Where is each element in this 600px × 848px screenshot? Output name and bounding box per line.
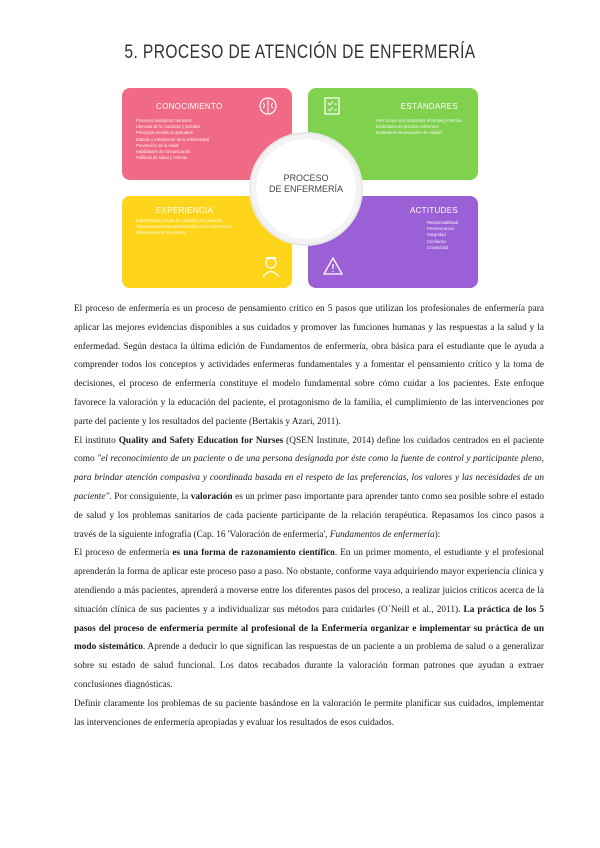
center-circle	[251, 134, 361, 244]
text-run-bold: Quality and Safety Education for Nurses	[118, 435, 284, 446]
text-run-italic: Fundamentos de enfermería	[329, 529, 435, 540]
actitudes-heading: ACTITUDES	[409, 206, 458, 215]
list-item: Estándares de práctica enfermera	[375, 124, 439, 130]
list-item: Creatividad	[427, 244, 449, 250]
list-item: Prevención de la salud	[136, 142, 179, 148]
list-item: Responsabilidad	[427, 220, 458, 225]
list-item: Principios científicos aplicados	[136, 130, 193, 136]
list-item: Ciencias de la conducta y sociales	[136, 124, 201, 130]
list-item: Estándares intelectuales de calidad	[375, 130, 442, 136]
text-run: El proceso de enfermería es un proceso de pensamiento crítico en 5 pasos que utilizan los profesionales de enfermería para aplicar las mejores evidencias disponibles a sus cuidados y promover las funciones humanas y las respuestas a la salud y la enfermedad. Según destaca la última edición de Fundamentos de enfermería, obra básica para el estudiante que le ayuda a comprender todos los conceptos y actividades enfermeras fundamentales y a fomentar el pensamiento crítico y la toma de decisiones, el proceso de enfermería constituye el modelo fundamental sobre cómo cuidar a los pacientes. Este enfoque favorece la valoración y la educación del paciente, el protagonismo de la familia, el cumplimiento de las intervenciones por parte del paciente y los resultados del paciente (Bertakis y Azari, 2011).	[74, 304, 544, 427]
text-run: . Aprende a deducir lo que significan las respuestas de un paciente a un problema de salud o a generalizar sobre su estado de salud funcional. Los datos recabados durante la valoración forman patrones que ayudan a extraer conclusiones diagnósticas.	[74, 642, 544, 690]
paragraph-razonamiento	[74, 544, 544, 694]
list-item: ANA Scope and Standards of Nursing Practice	[375, 118, 462, 123]
conocimiento-heading: CONOCIMIENTO	[156, 102, 223, 111]
paragraph-qsen	[74, 432, 544, 545]
list-item: Situaciones previas relacionadas con la enfermería	[136, 224, 231, 230]
text-run: . En un primer momento, el estudiante y el profesional aprenderán la forma de aplicar este proceso paso a paso. No obstante, conforme vaya adquiriendo mayor experiencia clínica y atendiendo a más pacientes, aprenderá a moverse entre los diferentes pasos del proceso, a realizar juicios críticos acerca de la situación clínica de sus pacientes y a individualizar sus métodos para cuidarles (O´Neill et al., 2011).	[74, 548, 545, 615]
text-run: El instituto	[74, 435, 119, 446]
list-item: Estudio y tratamiento de la enfermedad	[136, 136, 210, 142]
paragraph-intro	[74, 300, 544, 432]
center-label	[256, 173, 356, 195]
center-label-line: PROCESO	[283, 173, 329, 183]
text-run-bold: valoración	[190, 491, 233, 502]
paragraph-definir	[74, 695, 544, 733]
list-item: Integridad	[427, 232, 446, 238]
conocimiento-list	[136, 118, 209, 161]
list-item: Procesos biológicos humanos	[136, 118, 192, 123]
nursing-process-infographic	[122, 88, 478, 288]
estandares-list	[376, 118, 462, 137]
text-run: (QSEN Institute, 2014) define los cuidados centrados en el paciente como	[74, 435, 544, 465]
list-item: Políticas de salud y normas	[136, 155, 188, 161]
experiencia-heading: EXPERIENCIA	[156, 206, 214, 215]
list-item: Habilidades de comunicación	[136, 149, 191, 155]
list-item: Observación de los demás	[136, 230, 186, 236]
warning-icon	[322, 256, 344, 276]
text-run: es un primer paso importante para aprender tanto como sea posible sobre el estado de salud y los problemas sanitarios de cada paciente participante de la relación terapéutica. Repasamos los cinco pasos a través de la siguiente infografía (Cap. 16 'Valoración de enfermería',	[74, 491, 544, 540]
nurse-icon	[260, 254, 282, 278]
actitudes-list	[427, 220, 458, 251]
text-run: Definir claramente los problemas de su paciente basándose en la valoración le permite planificar sus cuidados, implementar las intervenciones de enfermería apropiadas y evaluar los resultados de esos cuidados.	[74, 698, 544, 728]
text-run: ):	[434, 529, 441, 540]
text-run: . Por consiguiente, la	[109, 491, 191, 502]
brain-icon	[257, 96, 279, 116]
checklist-icon	[322, 96, 342, 116]
center-label-line: DE ENFERMERÍA	[268, 184, 343, 194]
page-title: 5. PROCESO DE ATENCIÓN DE ENFERMERÍA	[124, 42, 476, 63]
estandares-heading: ESTÁNDARES	[400, 102, 458, 111]
experiencia-list	[136, 218, 231, 237]
list-item: Perseverancia	[427, 226, 454, 232]
body-text	[74, 300, 544, 732]
list-item: Experiencias previas en cuidados del paciente	[136, 218, 223, 223]
text-run: El proceso de enfermería	[74, 548, 173, 559]
text-run-italic: "el reconocimiento de un paciente o de una persona designada por éste como la fuente de control y participante pleno, para brindar atención compasiva y coordinada basada en el respeto de las preferencias, los valores y las necesidades de un paciente"	[74, 454, 544, 502]
list-item: Confianza	[427, 238, 446, 244]
text-run-bold: La práctica de los 5 pasos del proceso de enfermería permite al profesional de la Enfermería organizar e implementar su práctica de un modo sistemático	[74, 604, 545, 653]
text-run-bold: es una forma de razonamiento científico	[172, 548, 335, 559]
